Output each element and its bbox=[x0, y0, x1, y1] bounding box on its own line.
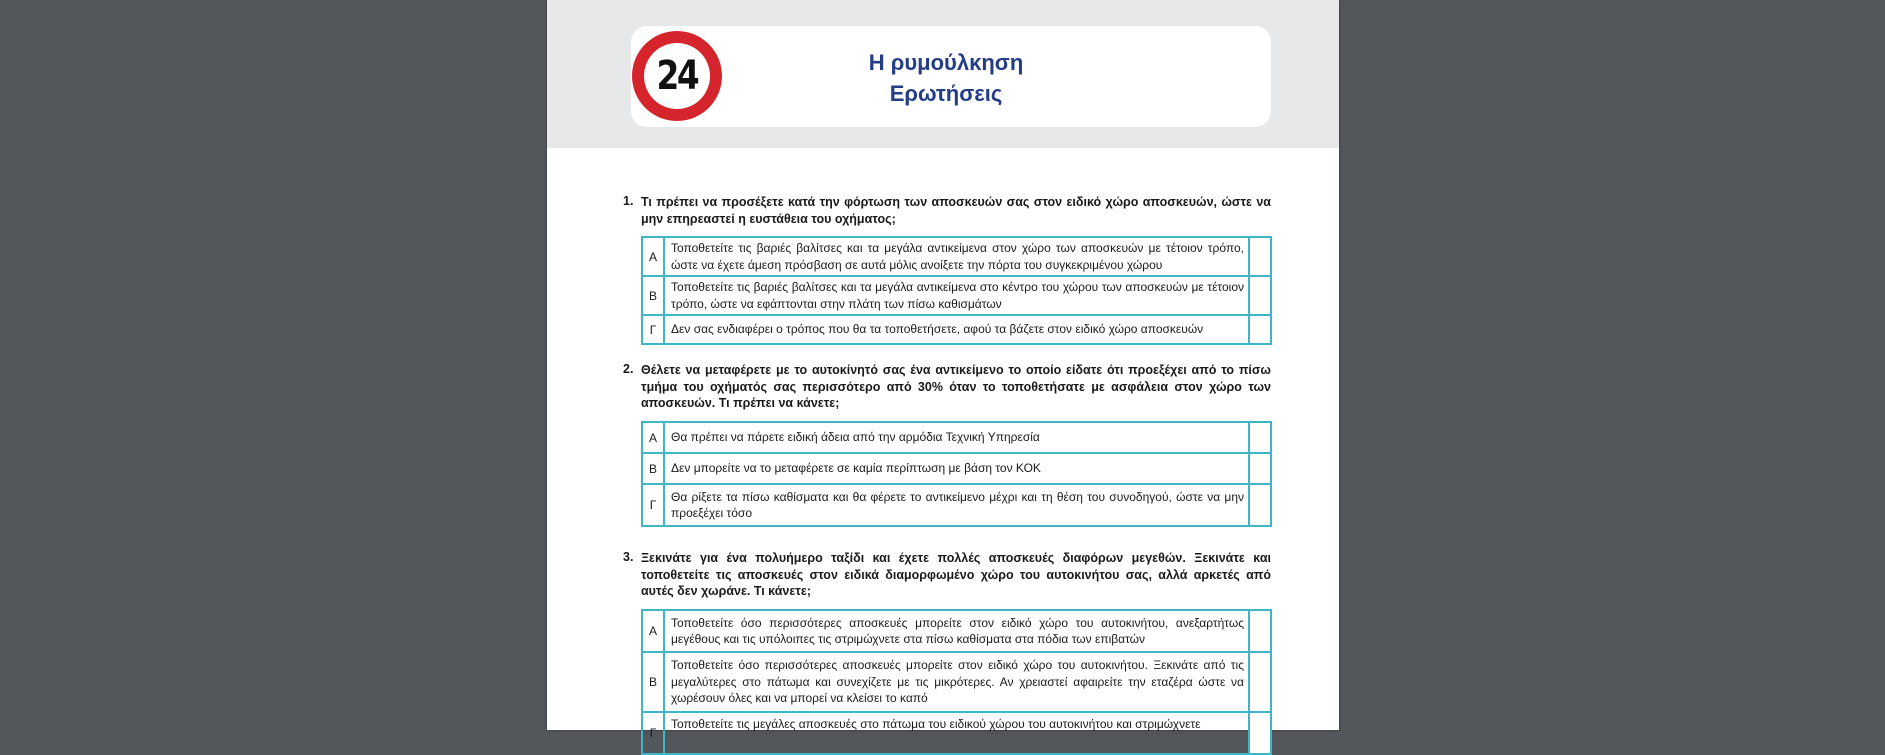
question-3-text: Ξεκινάτε για ένα πολυήμερο ταξίδι και έχετε πολλές αποσκευές διαφόρων μεγεθών. Ξεκινάτε και τοποθετείτε τις αποσκευές στον ειδικά διαμορφωμένο χώρο του αυτοκινήτου σας, αλλά αρκετές από αυτές δεν χωράνε. Τι κάνετε; bbox=[641, 551, 1271, 598]
answer-checkbox[interactable] bbox=[1248, 611, 1270, 651]
question-2-text: Θέλετε να μεταφέρετε με το αυτοκίνητό σας ένα αντικείμενο το οποίο είδατε ότι προεξέχει από το πίσω τμήμα του οχήματός σας περισσότερο από 30% όταν το τοποθετήσατε με ασφάλεια στον χώρο των αποσκευών. Τι πρέπει να κάνετε; bbox=[641, 363, 1271, 410]
chapter-badge-inner bbox=[644, 43, 710, 109]
answer-checkbox[interactable] bbox=[1248, 713, 1270, 753]
answer-letter: Β bbox=[643, 454, 665, 483]
question-1-answers bbox=[641, 236, 1272, 345]
answer-checkbox[interactable] bbox=[1248, 653, 1270, 711]
answer-row bbox=[643, 238, 1270, 275]
answer-checkbox[interactable] bbox=[1248, 485, 1270, 525]
answer-letter: Γ bbox=[643, 316, 665, 343]
question-1-number: 1. bbox=[623, 194, 634, 208]
answer-letter: Α bbox=[643, 611, 665, 651]
answer-text: Τοποθετείτε τις μεγάλες αποσκευές στο πάτωμα του ειδικού χώρου του αυτοκινήτου και στριμώχνετε bbox=[671, 717, 1201, 731]
answer-letter: Β bbox=[643, 277, 665, 314]
answer-row bbox=[643, 423, 1270, 452]
answer-text: Τοποθετείτε τις βαριές βαλίτσες και τα μεγάλα αντικείμενα στο κέντρο του χώρου των αποσκευών με τέτοιον τρόπο, ώστε να εφάπτονται στην πλάτη των πίσω καθισμάτων bbox=[671, 280, 1244, 311]
answer-text: Τοποθετείτε όσο περισσότερες αποσκευές μπορείτε στον ειδικό χώρο του αυτοκινήτου. Ξεκινάτε από τις μεγαλύτερες στο πάτωμα και συνεχίζετε με τις μικρότερες. Αν χρειαστεί αφαιρείτε την εταζέρα ώστε να χωρέσουν όλες και να μπορεί να κλείσει το καπό bbox=[671, 658, 1244, 706]
answer-letter: Α bbox=[643, 423, 665, 452]
title-line-1: Η ρυμούλκηση bbox=[868, 50, 1024, 75]
answer-letter: Β bbox=[643, 653, 665, 711]
answer-text: Θα ρίξετε τα πίσω καθίσματα και θα φέρετε το αντικείμενο μέχρι και τη θέση του συνοδηγού, ώστε να μην προεξέχει τόσο bbox=[671, 489, 1244, 520]
answer-text: Τοποθετείτε όσο περισσότερες αποσκευές μπορείτε στον ειδικό χώρο του αυτοκινήτου, ανεξαρτήτως μεγέθους και τις υπόλοιπες τις στριμώχνετε στα πίσω καθίσματα στα πόδια των επιβατών bbox=[671, 615, 1244, 646]
answer-text: Δεν σας ενδιαφέρει ο τρόπος που θα τα τοποθετήσετε, αφού τα βάζετε στον ειδικό χώρο αποσκευών bbox=[671, 322, 1204, 337]
answer-row bbox=[643, 314, 1270, 343]
answer-row bbox=[643, 483, 1270, 525]
question-3-answers bbox=[641, 609, 1272, 755]
answer-letter: Γ bbox=[643, 713, 665, 753]
question-3-number: 3. bbox=[623, 550, 634, 564]
answer-letter: Α bbox=[643, 238, 665, 275]
answer-text: Τοποθετείτε τις βαριές βαλίτσες και τα μεγάλα αντικείμενα στον χώρο των αποσκευών με τέτοιον τρόπο, ώστε να έχετε άμεση πρόσβαση σε αυτά μόλις ανοίξετε την πόρτα του συγκεκριμένου χώρου bbox=[671, 241, 1244, 272]
page-title bbox=[747, 47, 1145, 109]
chapter-number: 24 bbox=[656, 53, 698, 99]
answer-checkbox[interactable] bbox=[1248, 238, 1270, 275]
answer-checkbox[interactable] bbox=[1248, 454, 1270, 483]
answer-checkbox[interactable] bbox=[1248, 277, 1270, 314]
answer-row bbox=[643, 711, 1270, 753]
question-2-number: 2. bbox=[623, 362, 634, 376]
answer-text: Θα πρέπει να πάρετε ειδική άδεια από την αρμόδια Τεχνική Υπηρεσία bbox=[671, 430, 1040, 445]
answer-row bbox=[643, 611, 1270, 651]
answer-row bbox=[643, 651, 1270, 711]
question-2-answers bbox=[641, 421, 1272, 527]
answer-text: Δεν μπορείτε να το μεταφέρετε σε καμία περίπτωση με βάση τον ΚΟΚ bbox=[671, 461, 1041, 476]
answer-row bbox=[643, 275, 1270, 314]
answer-checkbox[interactable] bbox=[1248, 423, 1270, 452]
answer-row bbox=[643, 452, 1270, 483]
chapter-badge bbox=[632, 31, 722, 121]
answer-letter: Γ bbox=[643, 485, 665, 525]
document-page bbox=[547, 0, 1339, 740]
answer-checkbox[interactable] bbox=[1248, 316, 1270, 343]
title-line-2: Ερωτήσεις bbox=[889, 81, 1003, 106]
question-1-text: Τι πρέπει να προσέξετε κατά την φόρτωση των αποσκευών σας στον ειδικό χώρο αποσκευών, ώστε να μην επηρεαστεί η ευστάθεια του οχήματος; bbox=[641, 195, 1271, 226]
